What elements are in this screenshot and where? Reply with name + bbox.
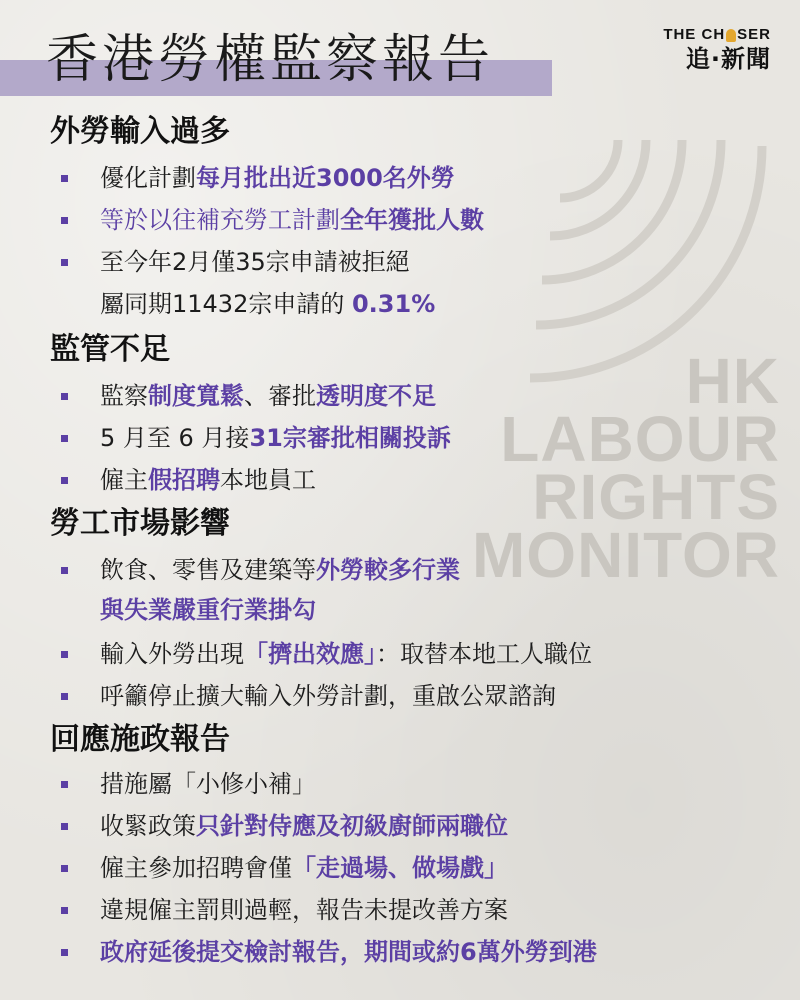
- item-highlight: 透明度不足: [316, 382, 436, 410]
- item-text: 監察: [100, 382, 148, 410]
- list-item: [0, 550, 760, 590]
- item-text: 收緊政策: [100, 812, 196, 840]
- bullet-icon: [61, 949, 68, 956]
- item-highlight: 假招聘: [148, 466, 220, 494]
- item-highlight: 0.31%: [351, 290, 436, 318]
- watermark-line: MONITOR: [471, 519, 780, 591]
- logo-text-part2: SER: [737, 26, 771, 43]
- item-text: 本地員工: [220, 466, 316, 494]
- bullet-icon: [61, 175, 68, 182]
- section-heading: 回應施政報告: [50, 722, 230, 757]
- item-text: 至今年2月僅35宗申請被拒絕: [100, 248, 410, 276]
- list-item: [0, 460, 760, 500]
- item-text: 違規僱主罰則過輕，報告未提改善方案: [100, 896, 508, 924]
- item-text: 呼籲停止擴大輸入外勞計劃，重啟公眾諮詢: [100, 682, 556, 710]
- item-text: 5 月至 6 月接: [100, 424, 250, 452]
- logo: [651, 26, 771, 74]
- item-text: 、審批: [244, 382, 316, 410]
- list-item: [0, 932, 760, 972]
- item-highlight: 全年獲批人數: [340, 206, 484, 234]
- watermark-line: LABOUR: [500, 403, 780, 475]
- item-highlight: 與失業嚴重行業掛勾: [100, 596, 316, 624]
- item-text: 等於以往補充勞工計劃: [100, 206, 340, 234]
- item-text: 僱主: [100, 466, 148, 494]
- watermark-line: HK: [685, 345, 780, 417]
- list-item: [0, 676, 760, 716]
- item-text: 屬同期11432宗申請的: [100, 290, 352, 318]
- bullet-icon: [61, 651, 68, 658]
- bullet-icon: [61, 865, 68, 872]
- list-item: [0, 200, 760, 240]
- item-text: 優化計劃: [100, 164, 196, 192]
- list-item: [0, 848, 760, 888]
- list-item: [0, 376, 760, 416]
- list-item: [0, 418, 760, 458]
- bullet-icon: [61, 781, 68, 788]
- item-text: 措施屬「小修小補」: [100, 770, 316, 798]
- bullet-icon: [61, 435, 68, 442]
- list-item-continuation: [0, 284, 760, 324]
- logo-text-part1: THE CH: [663, 26, 726, 43]
- item-text: ：取替本地工人職位: [376, 640, 592, 668]
- section-heading: 勞工市場影響: [50, 506, 230, 541]
- bullet-icon: [61, 823, 68, 830]
- list-item: [0, 634, 760, 674]
- section-heading: 監管不足: [50, 332, 170, 367]
- list-item: [0, 890, 760, 930]
- logo-chinese: 追·新聞: [685, 45, 771, 73]
- item-text: 輸入外勞出現: [100, 640, 244, 668]
- item-highlight: 「擠出效應」: [244, 640, 376, 668]
- bullet-icon: [61, 567, 68, 574]
- bullet-icon: [61, 477, 68, 484]
- item-highlight: 政府延後提交檢討報告，期間或約6萬外勞到港: [100, 938, 597, 966]
- logo-english: [651, 26, 771, 44]
- bullet-icon: [61, 693, 68, 700]
- item-text: 僱主參加招聘會僅: [100, 854, 292, 882]
- item-highlight: 制度寬鬆: [148, 382, 244, 410]
- bullet-icon: [61, 393, 68, 400]
- bullet-icon: [61, 217, 68, 224]
- lamp-icon: [726, 29, 736, 42]
- item-highlight: 「走過場、做場戲」: [292, 854, 508, 882]
- list-item: [0, 764, 760, 804]
- list-item: [0, 242, 760, 282]
- watermark-line: RIGHTS: [532, 461, 780, 533]
- item-text: 飲食、零售及建築等: [100, 556, 316, 584]
- item-highlight: 每月批出近3000名外勞: [196, 164, 455, 192]
- page-title: 香港勞權監察報告: [46, 30, 495, 90]
- item-highlight: 只針對侍應及初級廚師兩職位: [196, 812, 508, 840]
- item-highlight: 外勞較多行業: [316, 556, 460, 584]
- list-item: [0, 806, 760, 846]
- bullet-icon: [61, 907, 68, 914]
- section-heading: 外勞輸入過多: [50, 114, 230, 149]
- list-item: [0, 158, 760, 198]
- bullet-icon: [61, 259, 68, 266]
- list-item-continuation: [0, 590, 760, 630]
- item-highlight: 31宗審批相關投訴: [249, 424, 451, 452]
